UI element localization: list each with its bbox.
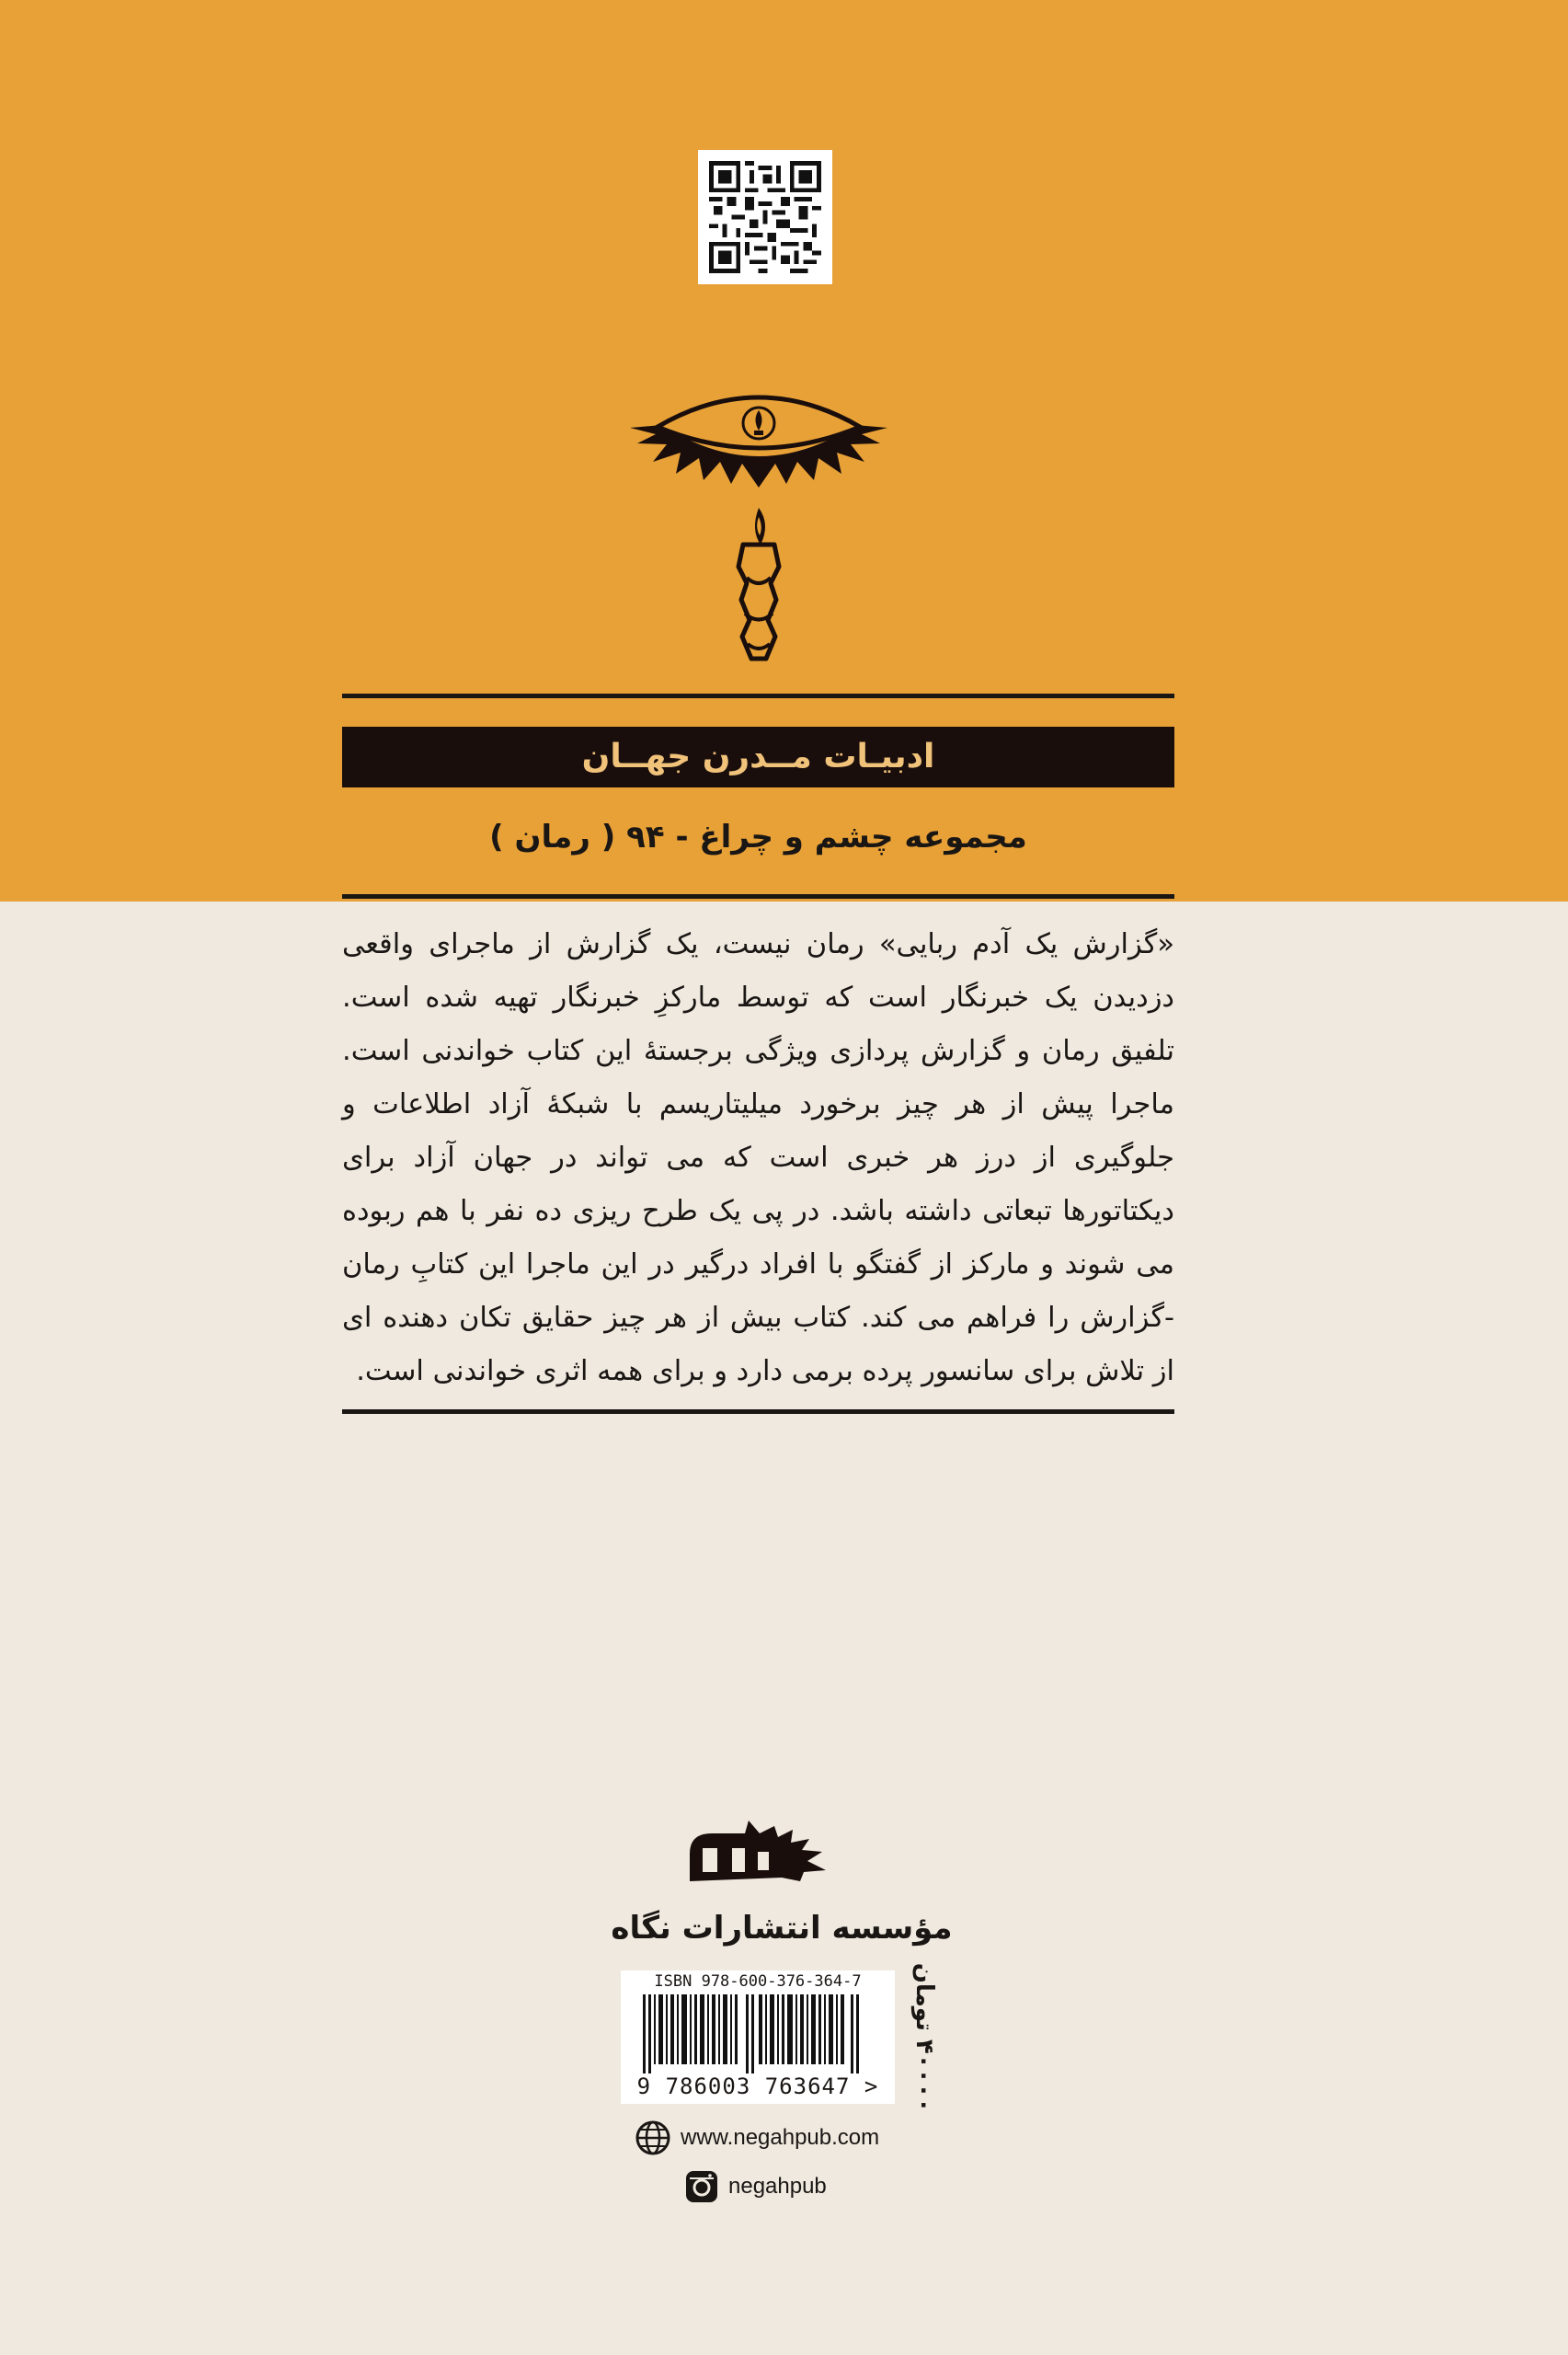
- website-url: www.negahpub.com: [681, 2125, 880, 2150]
- divider-middle: [342, 894, 1174, 899]
- price-text: ۴۰۰۰۰ تومان: [910, 1962, 938, 2112]
- negah-logo-icon: [682, 1808, 848, 1894]
- collection-title: مجموعه چشم و چراغ - ۹۴ ( رمان ): [489, 819, 1027, 856]
- instagram-icon: [684, 2169, 719, 2204]
- barcode-digits: 9 786003 763647 >: [636, 2074, 879, 2099]
- website-link[interactable]: [635, 2118, 879, 2158]
- price-label: [901, 1962, 947, 2112]
- globe-icon: [635, 2120, 671, 2156]
- isbn-label: ISBN 978-600-376-364-7: [654, 1972, 862, 1991]
- instagram-handle: negahpub: [728, 2174, 827, 2199]
- instagram-link[interactable]: [684, 2166, 827, 2207]
- qr-code[interactable]: [698, 150, 832, 284]
- divider-bottom: [342, 1409, 1174, 1414]
- barcode-bars: [643, 1994, 873, 2074]
- eye-lamp-emblem: [621, 386, 897, 675]
- eye-icon: [630, 397, 887, 488]
- qr-code-icon: [709, 161, 821, 273]
- book-description: «گزارش یک آدم ربایی» رمان نیست، یک گزارش از ماجرای واقعی دزدیدن یک خبرنگار است که توسط مارکزِ خبرنگار تهیه شده است. تلفیق رمان و گزارش پردازی ویژگی برجستهٔ این کتاب خواندنی است. ماجرا پیش از هر چیز برخورد میلیتاریسم با شبکهٔ آزاد اطلاعات و جلوگیری از درز هر خبری است که می تواند در جهان آزاد برای دیکتاتورها تبعاتی داشته باشد. در پی یک طرح ریزی ده نفر با هم ربوده می شوند و مارکز از گفتگو با افراد درگیر در این ماجرا این کتابِ رمان -گزارش را فراهم می کند. کتاب بیش از هر چیز حقایق تکان دهنده ای از تلاش برای سانسور پرده برمی دارد و برای همه اثری خواندنی است.: [342, 928, 1174, 1387]
- lamp-icon: [738, 508, 779, 659]
- series-title: ادبیـات مــدرن جهــان: [581, 738, 935, 775]
- divider-top: [342, 694, 1174, 698]
- isbn-barcode: [621, 1970, 895, 2104]
- publisher-name: مؤسسه انتشارات نگاه: [611, 1910, 953, 1947]
